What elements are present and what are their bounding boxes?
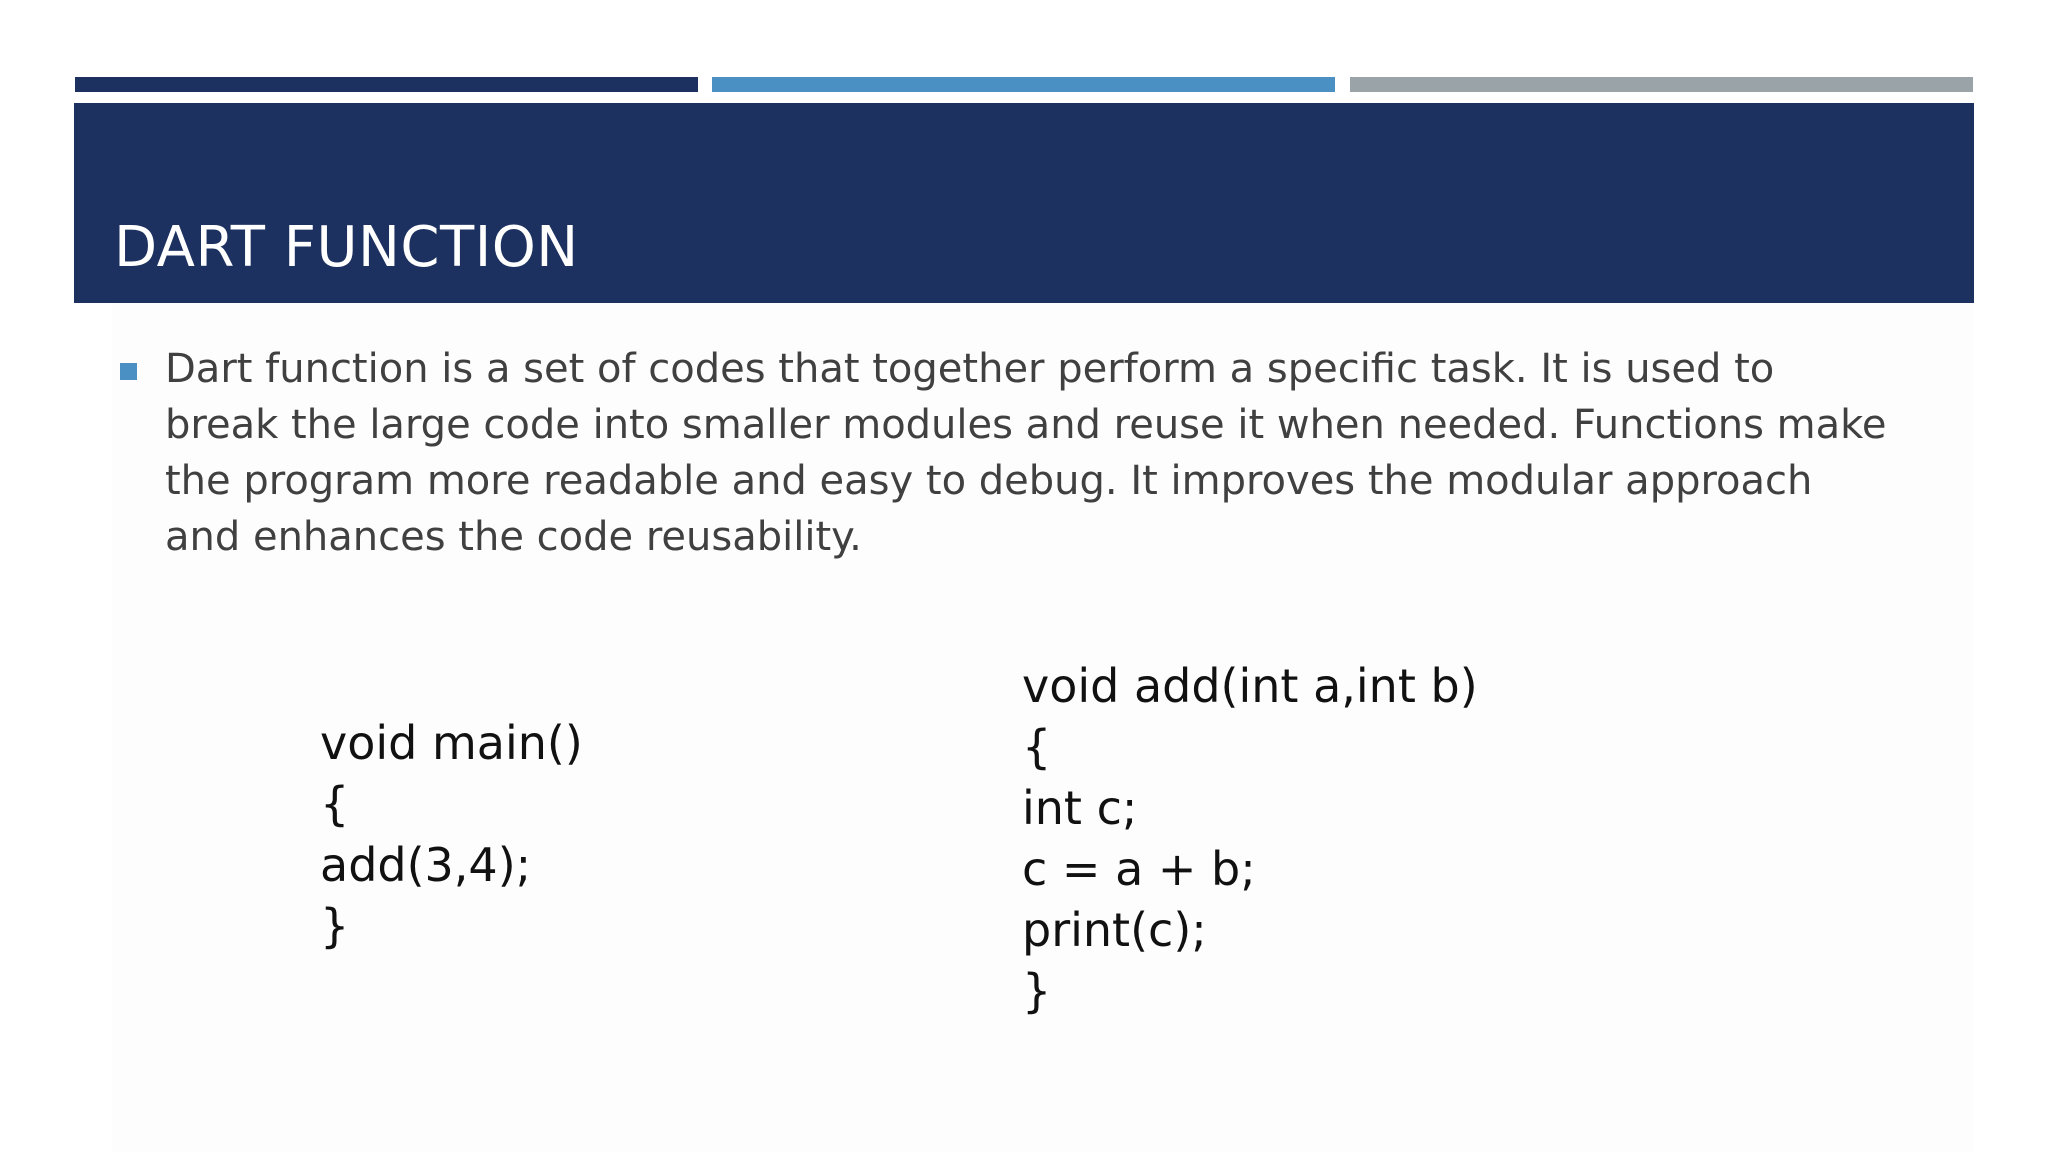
code-line: void add(int a,int b) (1022, 659, 1478, 713)
code-block-main (320, 713, 583, 957)
accent-bar-gray (1350, 77, 1973, 92)
code-line: { (1022, 720, 1052, 774)
accent-bar-navy (75, 77, 698, 92)
slide-title: DART FUNCTION (114, 215, 579, 280)
bullet-line: Dart function is a set of codes that together perform a specific task. It is used to (165, 346, 1775, 392)
code-line: } (1022, 964, 1052, 1018)
content-area (112, 303, 1974, 1152)
code-line: c = a + b; (1022, 842, 1256, 896)
square-bullet-icon (120, 363, 137, 380)
code-line: add(3,4); (320, 838, 532, 892)
code-line: } (320, 899, 350, 953)
bullet-line: and enhances the code reusability. (165, 514, 862, 560)
code-line: void main() (320, 716, 583, 770)
code-line: print(c); (1022, 903, 1207, 957)
code-block-add (1022, 656, 1478, 1022)
code-line: int c; (1022, 781, 1138, 835)
code-line: { (320, 777, 350, 831)
bullet-line: the program more readable and easy to debug. It improves the modular approach (165, 458, 1813, 504)
bullet-paragraph (165, 341, 2048, 565)
title-band (74, 103, 1974, 303)
bullet-line: break the large code into smaller modules and reuse it when needed. Functions make (165, 402, 1887, 448)
accent-bar-blue (712, 77, 1335, 92)
